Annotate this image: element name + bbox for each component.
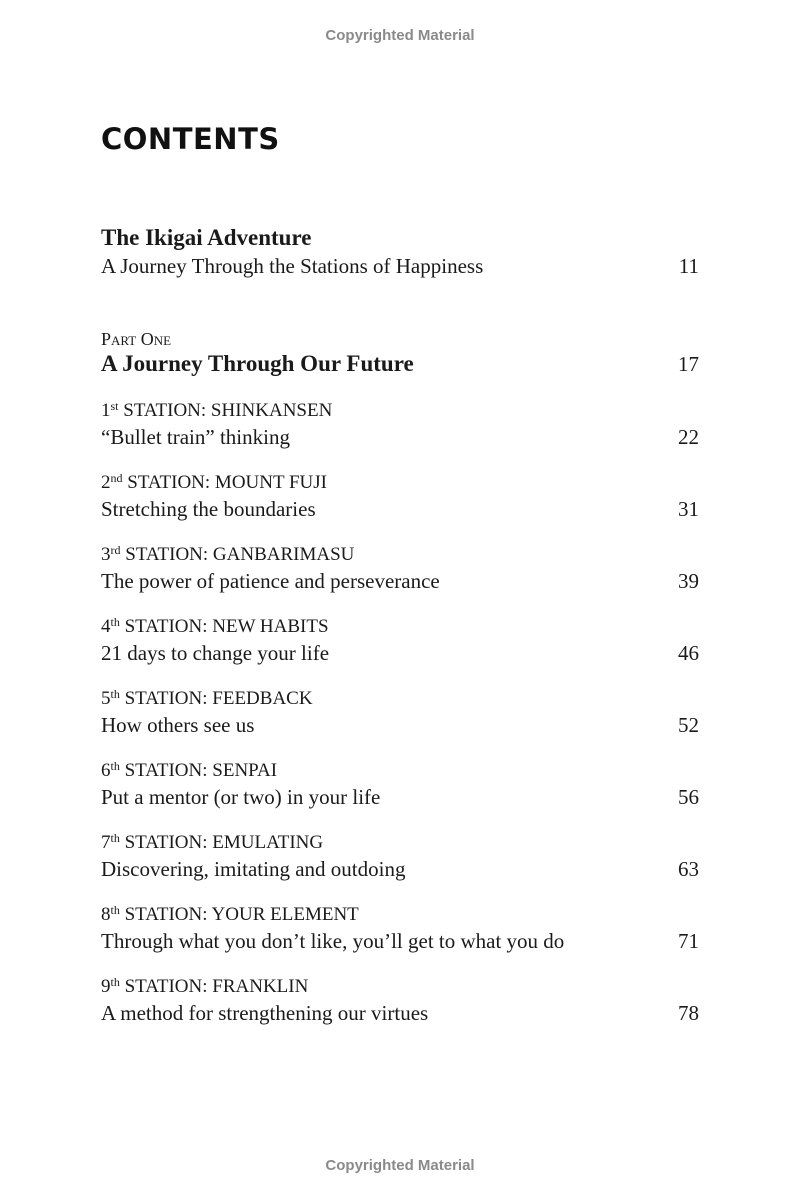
station-name: STATION: YOUR ELEMENT: [124, 904, 359, 925]
station-subtitle: Discovering, imitating and outdoing: [101, 857, 406, 881]
station-page-number: 63: [678, 857, 699, 881]
station-ordinal: 3: [101, 544, 111, 565]
station-ordinal: 7: [101, 832, 111, 853]
toc-entry-station[interactable]: [101, 687, 699, 739]
station-ordinal: 6: [101, 760, 111, 781]
part-page-number: 17: [678, 352, 699, 376]
station-name-line: [101, 759, 699, 783]
station-page-number: 39: [678, 569, 699, 593]
toc-entry-part-one[interactable]: [101, 328, 699, 378]
station-page-number: 31: [678, 497, 699, 521]
station-ordinal-suffix: th: [110, 975, 120, 989]
station-subtitle: How others see us: [101, 713, 255, 737]
station-name-line: [101, 903, 699, 927]
part-heading: A Journey Through Our Future: [101, 351, 414, 376]
toc-entry-station[interactable]: [101, 759, 699, 811]
intro-heading: The Ikigai Adventure: [101, 225, 312, 250]
toc-entry-station[interactable]: [101, 543, 699, 595]
station-ordinal-suffix: th: [110, 615, 120, 629]
station-ordinal-suffix: rd: [110, 543, 121, 557]
station-ordinal-suffix: th: [110, 831, 120, 845]
station-subtitle: The power of patience and perseverance: [101, 569, 440, 593]
station-name-line: [101, 975, 699, 999]
toc-entry-intro[interactable]: [101, 224, 699, 280]
station-ordinal: 9: [101, 976, 111, 997]
station-name-line: [101, 615, 699, 639]
toc-entry-station[interactable]: [101, 831, 699, 883]
station-name-line: [101, 687, 699, 711]
page-title: CONTENTS: [101, 122, 280, 156]
station-ordinal: 4: [101, 616, 111, 637]
station-page-number: 78: [678, 1001, 699, 1025]
station-page-number: 22: [678, 425, 699, 449]
station-name: STATION: MOUNT FUJI: [127, 472, 328, 493]
intro-page-number: 11: [678, 254, 699, 278]
watermark-bottom: Copyrighted Material: [325, 1157, 475, 1174]
station-ordinal: 5: [101, 688, 111, 709]
station-name-line: [101, 471, 699, 495]
station-name: STATION: FEEDBACK: [124, 688, 313, 709]
station-name: STATION: SHINKANSEN: [123, 400, 333, 421]
station-page-number: 52: [678, 713, 699, 737]
station-subtitle: “Bullet train” thinking: [101, 425, 290, 449]
intro-subtitle: A Journey Through the Stations of Happiness: [101, 254, 484, 278]
station-ordinal-suffix: nd: [110, 471, 123, 485]
station-name: STATION: SENPAI: [124, 760, 278, 781]
station-name: STATION: NEW HABITS: [124, 616, 329, 637]
station-page-number: 46: [678, 641, 699, 665]
station-ordinal-suffix: st: [110, 399, 119, 413]
toc-entry-station[interactable]: [101, 471, 699, 523]
toc-entry-station[interactable]: [101, 903, 699, 955]
station-ordinal-suffix: th: [110, 759, 120, 773]
station-ordinal: 8: [101, 904, 111, 925]
station-name: STATION: FRANKLIN: [124, 976, 309, 997]
station-page-number: 71: [678, 929, 699, 953]
station-subtitle: Through what you don’t like, you’ll get to what you do: [101, 929, 565, 953]
station-name-line: [101, 831, 699, 855]
toc-entry-station[interactable]: [101, 399, 699, 451]
station-ordinal-suffix: th: [110, 687, 120, 701]
toc-entry-station[interactable]: [101, 975, 699, 1027]
station-name: STATION: EMULATING: [124, 832, 324, 853]
station-subtitle: A method for strengthening our virtues: [101, 1001, 429, 1025]
station-ordinal: 1: [101, 400, 111, 421]
station-name-line: [101, 543, 699, 567]
station-subtitle: Put a mentor (or two) in your life: [101, 785, 381, 809]
station-name: STATION: GANBARIMASU: [125, 544, 355, 565]
watermark-top: Copyrighted Material: [325, 27, 475, 44]
station-subtitle: 21 days to change your life: [101, 641, 330, 665]
station-page-number: 56: [678, 785, 699, 809]
part-label: Part One: [101, 329, 172, 349]
toc-entry-station[interactable]: [101, 615, 699, 667]
station-subtitle: Stretching the boundaries: [101, 497, 316, 521]
station-ordinal-suffix: th: [110, 903, 120, 917]
station-name-line: [101, 399, 699, 423]
station-ordinal: 2: [101, 472, 111, 493]
